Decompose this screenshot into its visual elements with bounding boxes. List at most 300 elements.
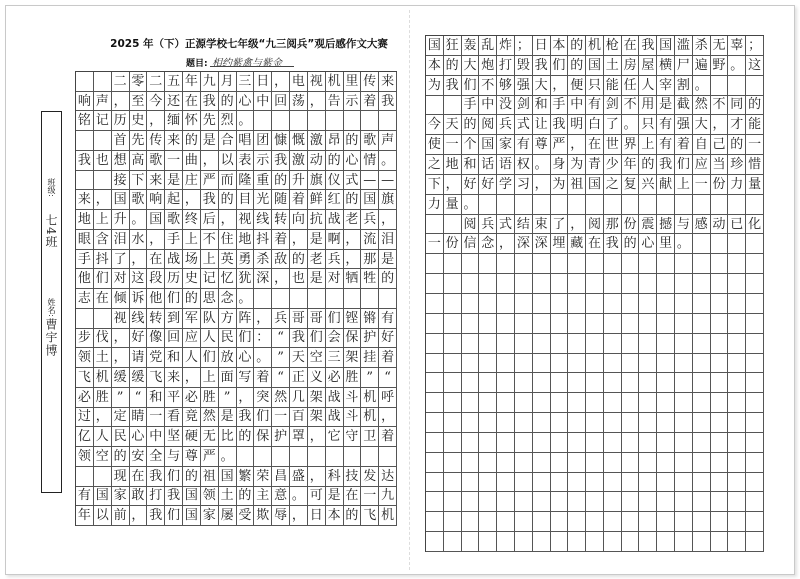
grid-cell bbox=[361, 447, 379, 467]
grid-cell: 鲜 bbox=[308, 190, 326, 210]
grid-cell: 震 bbox=[639, 215, 657, 235]
grid-cell: 有 bbox=[657, 115, 675, 135]
grid-cell: 保 bbox=[344, 329, 362, 349]
grid-cell: 不 bbox=[201, 230, 219, 250]
grid-cell bbox=[568, 492, 586, 512]
grid-cell bbox=[657, 413, 675, 433]
grid-cell: 束 bbox=[533, 215, 551, 235]
grid-cell bbox=[426, 215, 444, 235]
grid-cell: 领 bbox=[76, 348, 94, 368]
grid-cell bbox=[426, 294, 444, 314]
grid-cell bbox=[675, 413, 693, 433]
grid-cell: 二 bbox=[112, 72, 130, 92]
grid-cell bbox=[568, 195, 586, 215]
grid-cell: 起 bbox=[165, 190, 183, 210]
grid-cell: 的 bbox=[639, 155, 657, 175]
grid-cell: 倾 bbox=[112, 289, 130, 309]
grid-cell: 兴 bbox=[639, 175, 657, 195]
grid-cell: 的 bbox=[183, 467, 201, 487]
grid-cell: 有 bbox=[379, 309, 397, 329]
grid-cell: 接 bbox=[112, 171, 130, 191]
grid-cell: ， bbox=[130, 506, 148, 526]
grid-cell: 一 bbox=[693, 175, 711, 195]
grid-cell bbox=[551, 254, 569, 274]
grid-cell: 后 bbox=[201, 210, 219, 230]
grid-cell bbox=[586, 492, 604, 512]
grid-cell: 家 bbox=[112, 487, 130, 507]
grid-cell: 他 bbox=[147, 289, 165, 309]
grid-cell: 们 bbox=[462, 76, 480, 96]
grid-cell: 转 bbox=[147, 309, 165, 329]
grid-cell: 在 bbox=[586, 135, 604, 155]
grid-cell: 日 bbox=[533, 36, 551, 56]
grid-cell: 转 bbox=[272, 210, 290, 230]
grid-cell bbox=[604, 453, 622, 473]
grid-cell: ， bbox=[219, 210, 237, 230]
grid-cell: 的 bbox=[344, 506, 362, 526]
grid-cell bbox=[746, 354, 764, 374]
grid-cell: 。 bbox=[219, 447, 237, 467]
grid-cell bbox=[693, 453, 711, 473]
grid-cell bbox=[515, 512, 533, 532]
grid-cell bbox=[497, 254, 515, 274]
grid-cell: 尸 bbox=[675, 56, 693, 76]
page-fold bbox=[409, 10, 410, 570]
grid-cell: 的 bbox=[326, 151, 344, 171]
grid-cell: 升 bbox=[290, 171, 308, 191]
grid-cell: 犹 bbox=[237, 269, 255, 289]
grid-cell bbox=[479, 492, 497, 512]
grid-cell bbox=[568, 294, 586, 314]
grid-cell bbox=[728, 314, 746, 334]
grid-cell: 严 bbox=[551, 135, 569, 155]
grid-cell bbox=[479, 334, 497, 354]
grid-cell: 对 bbox=[326, 269, 344, 289]
grid-cell: 战 bbox=[326, 388, 344, 408]
grid-cell bbox=[586, 473, 604, 493]
grid-cell: 深 bbox=[515, 234, 533, 254]
grid-cell: 牲 bbox=[361, 269, 379, 289]
grid-cell: 我 bbox=[147, 506, 165, 526]
grid-cell bbox=[622, 274, 640, 294]
grid-cell: 曲 bbox=[183, 151, 201, 171]
grid-cell: 可 bbox=[308, 487, 326, 507]
grid-cell bbox=[746, 294, 764, 314]
grid-cell: 庄 bbox=[183, 171, 201, 191]
grid-cell: 空 bbox=[94, 447, 112, 467]
grid-cell bbox=[462, 373, 480, 393]
grid-cell: 乱 bbox=[479, 36, 497, 56]
grid-cell bbox=[444, 294, 462, 314]
grid-cell: 份 bbox=[444, 234, 462, 254]
grid-cell: 阅 bbox=[479, 115, 497, 135]
grid-cell: 大 bbox=[462, 56, 480, 76]
grid-cell: 情 bbox=[361, 151, 379, 171]
grid-cell bbox=[515, 413, 533, 433]
grid-cell: 胜 bbox=[344, 368, 362, 388]
grid-cell: 受 bbox=[237, 506, 255, 526]
grid-cell: 横 bbox=[657, 56, 675, 76]
grid-cell: 一 bbox=[746, 135, 764, 155]
grid-cell: 习 bbox=[515, 175, 533, 195]
grid-cell: 在 bbox=[622, 36, 640, 56]
grid-cell: ： bbox=[254, 329, 272, 349]
grid-cell: 场 bbox=[183, 250, 201, 270]
grid-cell: 的 bbox=[568, 56, 586, 76]
grid-cell: 战 bbox=[326, 210, 344, 230]
grid-cell: 这 bbox=[746, 56, 764, 76]
grid-cell bbox=[94, 171, 112, 191]
grid-cell: 应 bbox=[693, 155, 711, 175]
grid-cell: ” bbox=[361, 368, 379, 388]
grid-cell: 战 bbox=[165, 250, 183, 270]
grid-cell: 祖 bbox=[201, 467, 219, 487]
grid-cell: 狂 bbox=[444, 36, 462, 56]
grid-cell bbox=[533, 433, 551, 453]
grid-cell: 锵 bbox=[361, 309, 379, 329]
grid-cell bbox=[479, 373, 497, 393]
grid-cell: 着 bbox=[254, 368, 272, 388]
grid-cell: 在 bbox=[130, 467, 148, 487]
grid-cell: 杀 bbox=[693, 36, 711, 56]
grid-cell bbox=[462, 492, 480, 512]
grid-cell: 电 bbox=[290, 72, 308, 92]
grid-cell: 我 bbox=[604, 234, 622, 254]
grid-cell: 忆 bbox=[219, 269, 237, 289]
grid-cell bbox=[426, 532, 444, 552]
grid-cell bbox=[586, 433, 604, 453]
grid-cell: 激 bbox=[308, 131, 326, 151]
grid-cell: 抖 bbox=[254, 230, 272, 250]
grid-cell: 亿 bbox=[76, 427, 94, 447]
grid-cell: 的 bbox=[290, 250, 308, 270]
grid-cell: 上 bbox=[639, 135, 657, 155]
grid-cell: 心 bbox=[639, 234, 657, 254]
grid-cell: 阅 bbox=[586, 215, 604, 235]
grid-cell: 心 bbox=[237, 92, 255, 112]
grid-cell: 们 bbox=[165, 506, 183, 526]
grid-cell: 唱 bbox=[237, 131, 255, 151]
grid-cell: 隆 bbox=[237, 171, 255, 191]
grid-cell: ， bbox=[379, 210, 397, 230]
grid-cell: 来 bbox=[379, 72, 397, 92]
grid-cell bbox=[462, 274, 480, 294]
grid-cell bbox=[622, 334, 640, 354]
grid-cell: 有 bbox=[76, 487, 94, 507]
grid-cell: 炮 bbox=[479, 56, 497, 76]
grid-cell bbox=[622, 492, 640, 512]
grid-cell: 惜 bbox=[746, 155, 764, 175]
grid-cell bbox=[515, 314, 533, 334]
grid-cell bbox=[693, 274, 711, 294]
grid-cell: 挂 bbox=[361, 348, 379, 368]
grid-cell: 九 bbox=[201, 72, 219, 92]
grid-cell: 毁 bbox=[515, 56, 533, 76]
grid-cell: 的 bbox=[112, 447, 130, 467]
grid-cell: ， bbox=[344, 230, 362, 250]
grid-cell: 。 bbox=[533, 155, 551, 175]
grid-cell: 抗 bbox=[308, 210, 326, 230]
grid-cell bbox=[533, 532, 551, 552]
grid-cell: 意 bbox=[272, 487, 290, 507]
grid-cell: 话 bbox=[479, 155, 497, 175]
grid-cell: 在 bbox=[94, 289, 112, 309]
grid-cell: 炸 bbox=[497, 36, 515, 56]
grid-cell: 里 bbox=[657, 234, 675, 254]
grid-cell bbox=[604, 433, 622, 453]
grid-cell: 史 bbox=[183, 269, 201, 289]
grid-cell: 滥 bbox=[675, 36, 693, 56]
grid-cell bbox=[675, 492, 693, 512]
grid-cell: 尊 bbox=[183, 447, 201, 467]
grid-cell: 是 bbox=[165, 171, 183, 191]
grid-cell bbox=[533, 334, 551, 354]
grid-cell bbox=[746, 254, 764, 274]
grid-cell: 过 bbox=[76, 408, 94, 428]
grid-cell: 是 bbox=[657, 96, 675, 116]
grid-cell: 烈 bbox=[219, 111, 237, 131]
grid-cell: 的 bbox=[746, 96, 764, 116]
grid-cell: 在 bbox=[147, 250, 165, 270]
grid-cell: 写 bbox=[237, 368, 255, 388]
grid-cell: 一 bbox=[361, 487, 379, 507]
grid-cell bbox=[426, 334, 444, 354]
grid-cell bbox=[444, 334, 462, 354]
name-label: 姓名: bbox=[47, 298, 56, 317]
grid-cell bbox=[426, 274, 444, 294]
grid-cell: 慨 bbox=[290, 131, 308, 151]
grid-cell: 正 bbox=[290, 368, 308, 388]
grid-cell: 的 bbox=[272, 171, 290, 191]
grid-cell: 记 bbox=[94, 111, 112, 131]
class-value: 七4班 bbox=[44, 214, 58, 249]
grid-cell bbox=[622, 314, 640, 334]
grid-cell: 它 bbox=[326, 427, 344, 447]
grid-cell: 放 bbox=[219, 348, 237, 368]
grid-cell: ， bbox=[290, 230, 308, 250]
grid-cell bbox=[675, 512, 693, 532]
grid-cell bbox=[604, 473, 622, 493]
grid-cell bbox=[728, 492, 746, 512]
grid-cell: 领 bbox=[76, 447, 94, 467]
grid-cell bbox=[308, 447, 326, 467]
grid-cell: 。 bbox=[462, 195, 480, 215]
grid-cell bbox=[675, 274, 693, 294]
grid-cell bbox=[568, 532, 586, 552]
grid-cell bbox=[657, 254, 675, 274]
grid-cell: ， bbox=[130, 250, 148, 270]
grid-cell: 无 bbox=[711, 36, 729, 56]
grid-cell bbox=[693, 195, 711, 215]
grid-cell: 份 bbox=[711, 175, 729, 195]
grid-cell bbox=[622, 532, 640, 552]
grid-cell bbox=[693, 314, 711, 334]
grid-cell: 的 bbox=[344, 131, 362, 151]
grid-cell: ， bbox=[711, 115, 729, 135]
grid-cell: 方 bbox=[219, 309, 237, 329]
grid-cell bbox=[639, 473, 657, 493]
grid-cell bbox=[711, 234, 729, 254]
grid-cell: 好 bbox=[479, 175, 497, 195]
grid-cell: 胜 bbox=[94, 388, 112, 408]
grid-cell: ， bbox=[290, 506, 308, 526]
grid-cell: 土 bbox=[94, 348, 112, 368]
grid-cell: 缓 bbox=[130, 368, 148, 388]
grid-cell bbox=[568, 473, 586, 493]
grid-cell bbox=[728, 334, 746, 354]
grid-cell bbox=[515, 453, 533, 473]
grid-cell: 国 bbox=[657, 36, 675, 56]
grid-cell bbox=[693, 532, 711, 552]
grid-cell bbox=[444, 274, 462, 294]
grid-cell: 的 bbox=[462, 115, 480, 135]
grid-cell bbox=[533, 492, 551, 512]
grid-cell: 诉 bbox=[130, 289, 148, 309]
grid-cell bbox=[462, 532, 480, 552]
grid-cell: 面 bbox=[219, 368, 237, 388]
grid-cell bbox=[711, 512, 729, 532]
grid-cell bbox=[675, 195, 693, 215]
grid-cell bbox=[728, 532, 746, 552]
grid-cell bbox=[426, 473, 444, 493]
grid-cell: 是 bbox=[201, 131, 219, 151]
grid-cell bbox=[308, 111, 326, 131]
grid-cell bbox=[497, 334, 515, 354]
grid-cell: 机 bbox=[361, 408, 379, 428]
grid-cell: 五 bbox=[165, 72, 183, 92]
grid-cell: 我 bbox=[533, 56, 551, 76]
grid-cell bbox=[462, 334, 480, 354]
grid-cell: 的 bbox=[237, 427, 255, 447]
grid-cell: 全 bbox=[147, 447, 165, 467]
grid-cell bbox=[444, 492, 462, 512]
grid-cell: 当 bbox=[711, 155, 729, 175]
grid-cell: 民 bbox=[112, 427, 130, 447]
grid-cell bbox=[746, 453, 764, 473]
grid-cell: 必 bbox=[76, 388, 94, 408]
grid-cell bbox=[533, 294, 551, 314]
grid-cell bbox=[344, 111, 362, 131]
grid-cell bbox=[444, 453, 462, 473]
grid-cell: 和 bbox=[147, 388, 165, 408]
grid-cell: 我 bbox=[201, 190, 219, 210]
grid-cell: 国 bbox=[183, 506, 201, 526]
grid-cell bbox=[639, 492, 657, 512]
grid-cell: 着 bbox=[379, 348, 397, 368]
grid-cell: 。 bbox=[237, 289, 255, 309]
grid-cell: 们 bbox=[254, 408, 272, 428]
grid-cell: 祖 bbox=[568, 175, 586, 195]
grid-cell: 年 bbox=[76, 506, 94, 526]
grid-cell: 军 bbox=[183, 309, 201, 329]
grid-cell bbox=[746, 234, 764, 254]
grid-cell bbox=[551, 195, 569, 215]
grid-cell bbox=[533, 473, 551, 493]
grid-cell bbox=[551, 274, 569, 294]
grid-cell bbox=[675, 433, 693, 453]
grid-cell bbox=[551, 453, 569, 473]
grid-cell bbox=[94, 467, 112, 487]
grid-cell: 能 bbox=[746, 115, 764, 135]
grid-cell: 请 bbox=[130, 348, 148, 368]
grid-cell: 人 bbox=[639, 76, 657, 96]
grid-cell: 终 bbox=[183, 210, 201, 230]
grid-cell bbox=[444, 254, 462, 274]
grid-cell: 任 bbox=[622, 76, 640, 96]
grid-cell: 地 bbox=[237, 230, 255, 250]
grid-cell: 歌 bbox=[361, 131, 379, 151]
grid-cell bbox=[479, 433, 497, 453]
grid-cell bbox=[479, 453, 497, 473]
grid-cell bbox=[746, 274, 764, 294]
grid-cell: 中 bbox=[479, 96, 497, 116]
grid-cell bbox=[533, 393, 551, 413]
grid-cell bbox=[675, 393, 693, 413]
grid-cell bbox=[586, 274, 604, 294]
grid-cell: 是 bbox=[308, 230, 326, 250]
grid-cell: 和 bbox=[462, 155, 480, 175]
grid-cell: ， bbox=[112, 329, 130, 349]
grid-cell bbox=[657, 294, 675, 314]
grid-cell: 式 bbox=[344, 171, 362, 191]
grid-cell bbox=[639, 453, 657, 473]
grid-cell bbox=[568, 354, 586, 374]
grid-cell: 来 bbox=[165, 368, 183, 388]
grid-cell: ； bbox=[515, 36, 533, 56]
grid-cell: 用 bbox=[639, 96, 657, 116]
grid-cell bbox=[462, 314, 480, 334]
grid-cell bbox=[533, 413, 551, 433]
grid-cell bbox=[479, 354, 497, 374]
grid-cell: 我 bbox=[165, 487, 183, 507]
grid-cell bbox=[444, 512, 462, 532]
grid-cell: 。 bbox=[622, 115, 640, 135]
grid-cell: 不 bbox=[711, 96, 729, 116]
grid-cell: 达 bbox=[379, 467, 397, 487]
grid-cell bbox=[711, 453, 729, 473]
grid-cell: 的 bbox=[219, 190, 237, 210]
grid-cell bbox=[622, 195, 640, 215]
grid-cell bbox=[515, 393, 533, 413]
grid-cell: 够 bbox=[497, 76, 515, 96]
grid-cell: 心 bbox=[130, 427, 148, 447]
grid-cell: 义 bbox=[308, 368, 326, 388]
grid-cell: 歌 bbox=[130, 190, 148, 210]
grid-cell bbox=[604, 254, 622, 274]
grid-cell: 没 bbox=[497, 96, 515, 116]
grid-cell: 好 bbox=[379, 329, 397, 349]
grid-cell: 年 bbox=[183, 72, 201, 92]
grid-cell: 架 bbox=[308, 388, 326, 408]
topic-value: 相约紫禽与紫金 bbox=[212, 58, 282, 69]
grid-cell: 国 bbox=[361, 190, 379, 210]
grid-cell: 科 bbox=[326, 467, 344, 487]
grid-cell: 力 bbox=[728, 175, 746, 195]
grid-cell: 手 bbox=[76, 250, 94, 270]
grid-cell: 步 bbox=[76, 329, 94, 349]
grid-cell bbox=[308, 289, 326, 309]
grid-cell: 定 bbox=[112, 408, 130, 428]
grid-cell: 哥 bbox=[308, 309, 326, 329]
grid-cell: 剑 bbox=[604, 96, 622, 116]
grid-cell: 中 bbox=[147, 427, 165, 447]
grid-cell bbox=[586, 195, 604, 215]
grid-cell: 让 bbox=[533, 115, 551, 135]
grid-cell bbox=[497, 354, 515, 374]
grid-cell bbox=[462, 393, 480, 413]
grid-cell: 份 bbox=[622, 215, 640, 235]
grid-cell: ， bbox=[183, 368, 201, 388]
